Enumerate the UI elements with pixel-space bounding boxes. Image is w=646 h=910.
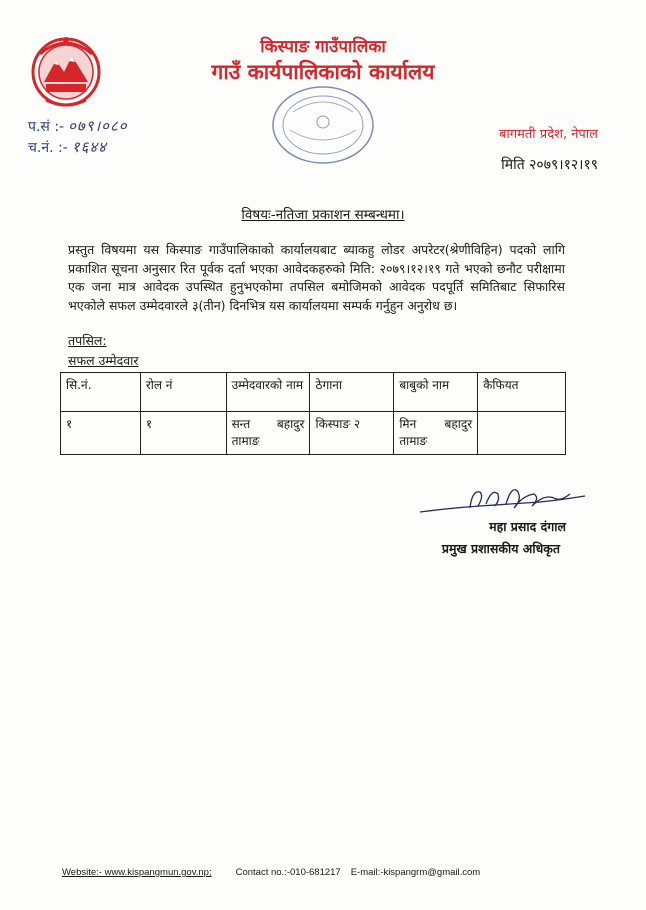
table-header-cell: बाबुको नाम: [394, 373, 478, 412]
reference-chalani: [28, 137, 107, 157]
table-cell-father-name: मिन बहादुर तामाङ: [394, 412, 478, 455]
footer-website-link[interactable]: Website:- www.kispangmun.gov.np;: [62, 867, 212, 878]
subject-text: विषयः-नतिजा प्रकाशन सम्बन्धमा।: [241, 207, 405, 223]
office-title: गाउँ कार्यपालिकाको कार्यालय: [211, 60, 435, 84]
reference-patra: [28, 116, 128, 136]
tapsil-label: तपसिल:: [68, 333, 107, 348]
province-address: बागमती प्रदेश, नेपाल: [499, 127, 598, 142]
office-name: किस्पाङ गाउँपालिका: [260, 37, 386, 57]
footer-contact: Contact no.:-010-681217: [235, 867, 341, 878]
table-header-cell: कैफियत: [478, 373, 566, 412]
table-cell-candidate-name: सन्त बहादुर तामाङ: [226, 412, 310, 455]
signatory-title: प्रमुख प्रशासकीय अधिकृत: [441, 541, 560, 556]
letter-date: मिति २०७९।१२।१९: [501, 157, 598, 173]
reference-patra-label: प.सं :-: [28, 119, 65, 135]
table-row: [61, 412, 566, 455]
body-paragraph: प्रस्तुत विषयमा यस किस्पाङ गाउँपालिकाको कार्यालयबाट ब्याकहु लोडर अपरेटर(श्रेणीविहिन) पदको लागि प्रकाशित सूचना अनुसार रित पूर्वक दर्ता भएका आवेदकहरुको मिति: २०७९।१२।१९ गते भएको छनौट परीक्षामा एक जना मात्र आवेदक उपस्थित हुनुभएकोमा तपसिल बमोजिमको आवेदक पदपूर्ति समितिबाट सिफारिस भएकोले सफल उम्मेदवारले ३(तीन) दिनभित्र यस कार्यालयमा सम्पर्क गर्नुहुन अनुरोध छ।: [68, 242, 565, 313]
table-header-cell: रोल नं: [140, 373, 226, 412]
results-table: [60, 372, 566, 455]
table-cell-serial: १: [61, 412, 141, 455]
footer: [62, 867, 480, 878]
reference-chalani-value: १६४४: [71, 138, 107, 156]
footer-email[interactable]: E-mail:-kispangrm@gmail.com: [350, 867, 481, 878]
signature-icon: [410, 482, 590, 522]
subject-line: [0, 205, 646, 223]
table-cell-roll: १: [140, 412, 226, 455]
signatory-name: महा प्रसाद दंगाल: [489, 519, 566, 534]
table-cell-remarks: [478, 412, 566, 455]
table-header-row: [61, 373, 566, 412]
table-cell-address: किस्पाङ २: [310, 412, 394, 455]
table-header-cell: ठेगाना: [310, 373, 394, 412]
table-header-cell: उम्मेदवारको नाम: [226, 373, 310, 412]
table-header-cell: सि.नं.: [61, 373, 141, 412]
reference-chalani-label: च.नं. :-: [28, 140, 68, 156]
reference-patra-value: ०७९।०८०: [68, 117, 128, 135]
successful-candidate-label: सफल उम्मेदवार: [68, 353, 139, 368]
office-stamp-icon: [268, 82, 378, 168]
